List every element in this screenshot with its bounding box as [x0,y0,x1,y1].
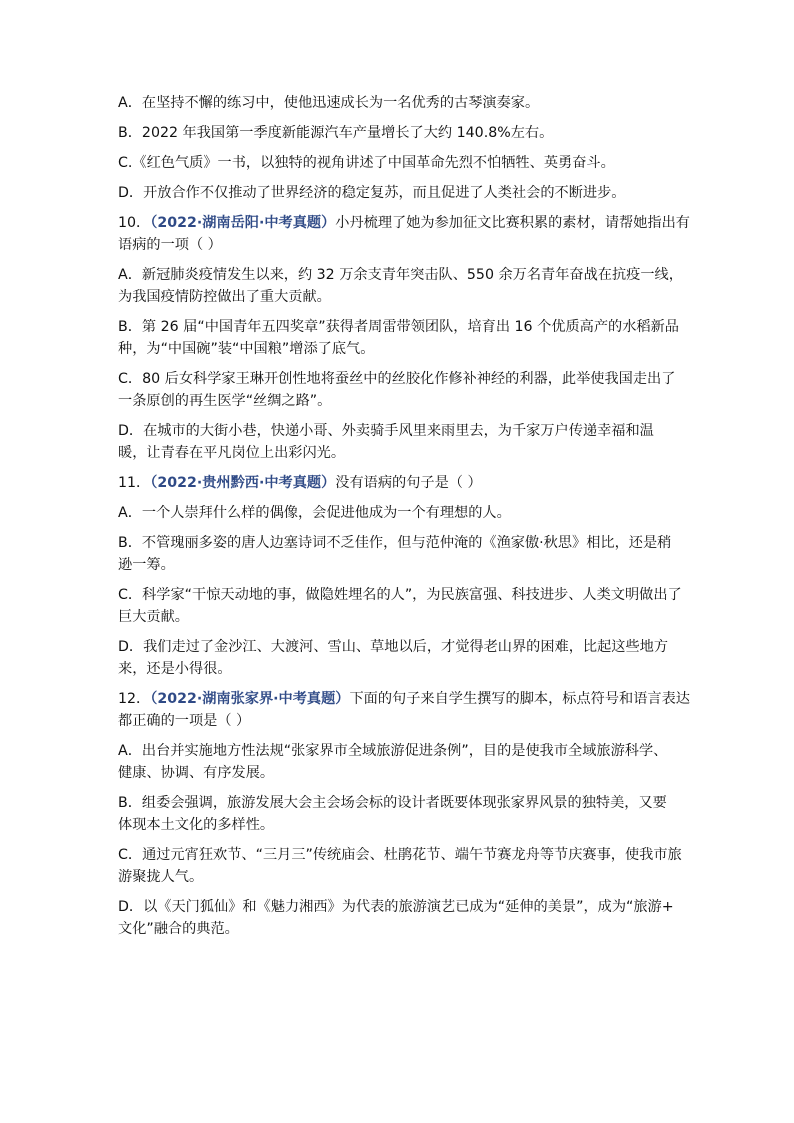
option-line: 来，还是小得很。 [118,661,232,677]
q12-option-c [118,844,682,888]
q12-option-a [118,740,678,784]
q11-option-d [118,636,678,680]
q9-option-d [118,182,678,204]
question-number: 10． [118,215,151,231]
question-11 [118,472,682,680]
stem-text: 下面的句子来自学生撰写的脚本，标点符号和语言表达 [349,691,690,707]
exam-page [118,92,690,948]
q10-option-a [118,264,683,308]
question-stem [118,212,690,234]
question-number: 12． [118,691,151,707]
q11-option-c [118,584,682,628]
option-line: 文化”融合的典范。 [118,921,239,937]
question-stem [118,688,690,710]
option-line: A．新冠肺炎疫情发生以来，约 32 万余支青年突击队、550 余万名青年奋战在抗疫一线， [118,267,683,283]
option-line: C．80 后女科学家王琳开创性地将蚕丝中的丝胶化作修补神经的利器，此举使我国走出了 [118,371,676,387]
option-line: 巨大贡献。 [118,609,189,625]
option-line: B．2022 年我国第一季度新能源汽车产量增长了大约 140.8%左右。 [118,125,554,141]
option-line: D．我们走过了金沙江、大渡河、雪山、草地以后，才觉得老山界的困难，比起这些地方 [118,639,669,655]
stem-text-continued: 语病的一项（ ） [118,237,222,253]
option-line: D．开放合作不仅推动了世界经济的稳定复苏，而且促进了人类社会的不断进步。 [118,185,626,201]
q11-option-a [118,502,678,524]
option-line: C．通过元宵狂欢节、“三月三”传统庙会、杜鹃花节、端午节赛龙舟等节庆赛事，使我市旅 [118,847,682,863]
option-line: 为我国疫情防控做出了重大贡献。 [118,289,331,305]
q10-option-b [118,316,678,360]
q12-option-b [118,792,678,836]
question-source: （2022·湖南张家界·中考真题） [150,691,350,707]
question-source: （2022·湖南岳阳·中考真题） [150,215,336,231]
question-source: （2022·贵州黔西·中考真题） [150,475,336,491]
question-12 [118,688,690,940]
q10-option-c [118,368,678,412]
option-line: 暖，让青春在平凡岗位上出彩闪光。 [118,445,346,461]
question-9-options [118,92,678,204]
option-line: B．组委会强调，旅游发展大会主会场会标的设计者既要体现张家界风景的独特美，又要 [118,795,667,811]
option-line: D．在城市的大街小巷，快递小哥、外卖骑手风里来雨里去，为千家万户传递幸福和温 [118,423,654,439]
q12-option-d [118,896,678,940]
question-number: 11． [118,475,151,491]
option-line: 种，为“中国碗”装“中国粮”增添了底气。 [118,341,375,357]
option-line: C．科学家“干惊天动地的事，做隐姓埋名的人”，为民族富强、科技进步、人类文明做出了 [118,587,682,603]
option-line: A．一个人崇拜什么样的偶像，会促进他成为一个有理想的人。 [118,505,511,521]
option-line: B．不管瑰丽多姿的唐人边塞诗词不乏佳作，但与范仲淹的《渔家傲·秋思》相比，还是稍 [118,535,672,551]
option-line: 一条原创的再生医学“丝绸之路”。 [118,393,332,409]
q9-option-b [118,122,678,144]
question-10 [118,212,690,464]
option-line: C.《红色气质》一书，以独特的视角讲述了中国革命先烈不怕牺牲、英勇奋斗。 [118,155,615,171]
option-line: 游聚拢人气。 [118,869,204,885]
q10-option-d [118,420,678,464]
option-line: A．在坚持不懈的练习中，使他迅速成长为一名优秀的古琴演奏家。 [118,95,540,111]
stem-text-continued: 都正确的一项是（ ） [118,713,251,729]
question-stem [118,472,678,494]
stem-text: 小丹梳理了她为参加征文比赛积累的素材，请帮她指出有 [335,215,690,231]
q9-option-c [118,152,678,174]
option-line: D．以《天门狐仙》和《魅力湘西》为代表的旅游演艺已成为“延伸的美景”，成为“旅游+ [118,899,674,915]
option-line: 逊一筹。 [118,557,175,573]
q9-option-a [118,92,678,114]
q11-option-b [118,532,678,576]
option-line: 健康、协调、有序发展。 [118,765,275,781]
option-line: A．出台并实施地方性法规“张家界市全域旅游促进条例”，目的是使我市全域旅游科学、 [118,743,668,759]
option-line: 体现本土文化的多样性。 [118,817,275,833]
option-line: B．第 26 届“中国青年五四奖章”获得者周雷带领团队，培育出 16 个优质高产的水稻新品 [118,319,679,335]
stem-text: 没有语病的句子是（ ） [335,475,482,491]
